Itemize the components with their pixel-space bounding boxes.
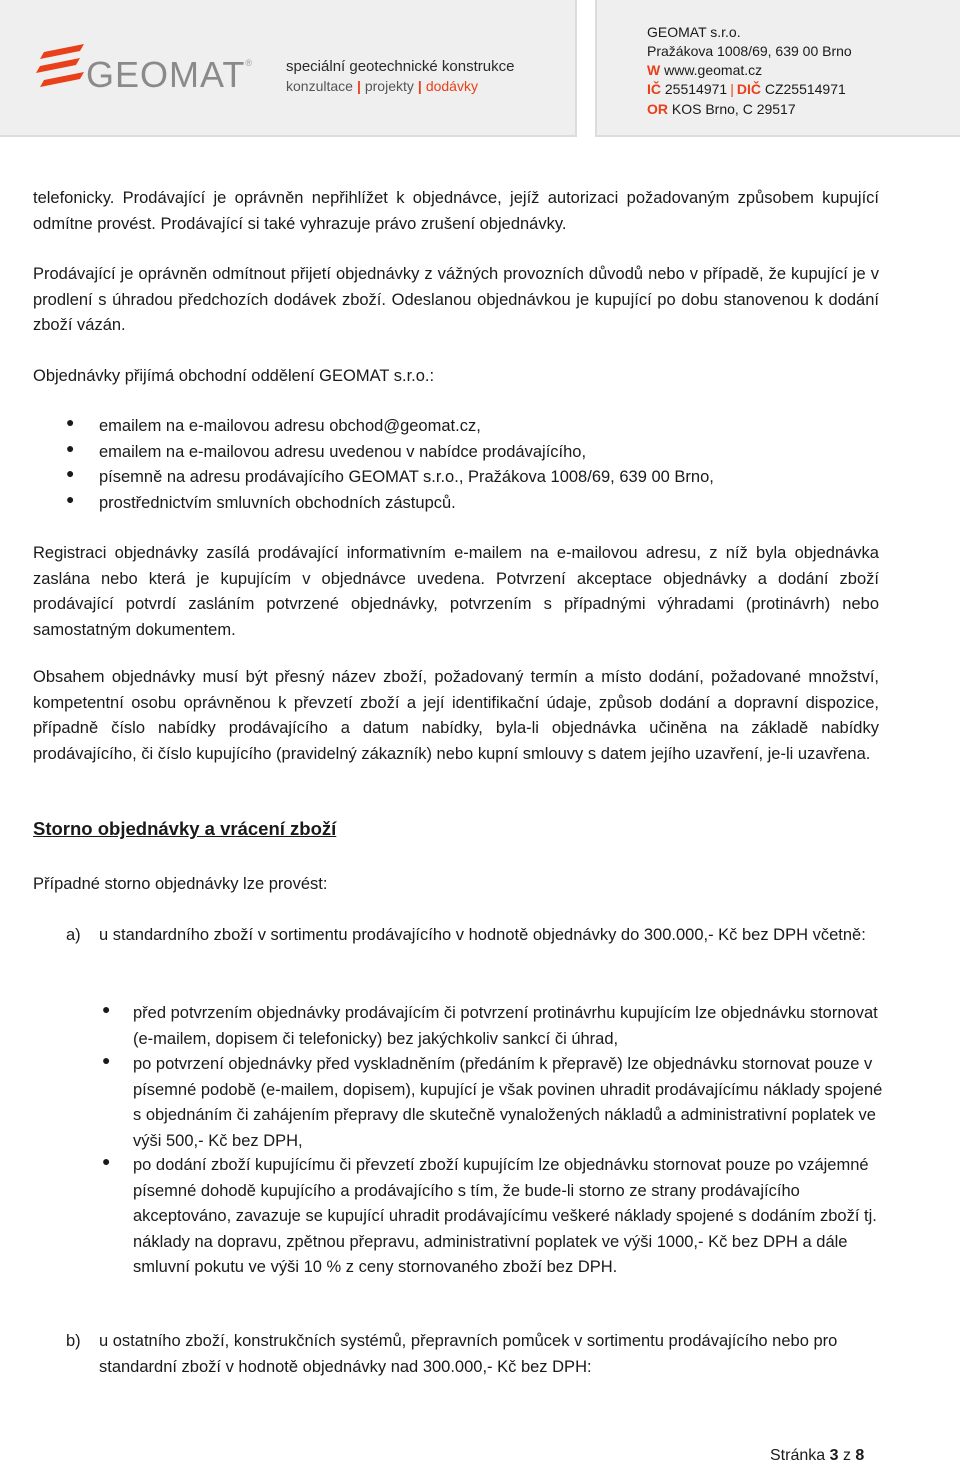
storno-bullet-item: po potvrzení objednávky před vyskladněním (předáním k přepravě) lze objednávku stornovat pouze v písemné podobě (e-mailem, dopisem), kupující je však povinen uhradit prodávajícímu náklady spojené s objednáním či zahájením přepravy dle skutečně vynaložených nákladů a administrativní poplatek ve výši 500,- Kč bez DPH, (133, 1055, 883, 1150)
list-item-b: u ostatního zboží, konstrukčních systémů, přepravních pomůcek v sortimentu prodávajícího nebo pro standardní zboží v hodnotě objednávky nad 300.000,- Kč bez DPH: (99, 1332, 838, 1376)
list-marker-a: a) (66, 926, 81, 944)
list-marker-b: b) (66, 1332, 81, 1350)
paragraph-1: telefonicky. Prodávající je oprávněn nepřihlížet k objednávce, jejíž autorizaci požadovaným způsobem kupující odmítne provést. Prodávající si také vyhrazuje právo zrušení objednávky. (33, 189, 879, 233)
list-item-a: u standardního zboží v sortimentu prodávajícího v hodnotě objednávky do 300.000,- Kč bez DPH včetně: (99, 926, 866, 944)
paragraph-5: Obsahem objednávky musí být přesný název zboží, požadovaný termín a místo dodání, požadované množství, kompetentní osobu oprávněnou k převzetí zboží a její identifikační údaje, způsob dodání a dopravní dispozice, případně číslo nabídky prodávajícího a datum nabídky, byla-li objednávka učiněna na základě nabídky prodávajícího, či číslo kupujícího (pravidelný zákazník) nebo kupní smlouvy s datem jejího uzavření, je-li uzavřena. (33, 668, 879, 763)
bullet-icon: ● (102, 1052, 111, 1068)
company-info (595, 0, 960, 137)
paragraph-3: Objednávky přijímá obchodní oddělení GEOMAT s.r.o.: (33, 367, 435, 385)
header-banner (0, 0, 577, 137)
paragraph-4: Registraci objednávky zasílá prodávající informativním e-mailem na e-mailovou adresu, z níž byla objednávka zaslána nebo která je kupujícím v objednávce uvedena. Potvrzení akceptace objednávky a dodání zboží prodávající potvrdí zasláním potvrzené objednávky, potvrzením s případnými výhradami (protinávrh) nebo samostatným dokumentem. (33, 544, 879, 639)
tagline-main: speciální geotechnické konstrukce (286, 58, 515, 75)
bullet-icon: ● (66, 440, 75, 456)
order-channel-item: emailem na e-mailovou adresu uvedenou v nabídce prodávajícího, (99, 443, 587, 461)
company-name: GEOMAT s.r.o. (647, 24, 741, 40)
order-channel-item: emailem na e-mailovou adresu obchod@geomat.cz, (99, 417, 481, 435)
section-heading: Storno objednávky a vrácení zboží (33, 818, 337, 839)
web-link[interactable]: www.geomat.cz (664, 62, 763, 78)
order-channel-item: prostřednictvím smluvních obchodních zástupců. (99, 494, 456, 512)
tagline-services: konzultace | projekty | dodávky (286, 78, 478, 94)
bullet-icon: ● (102, 1153, 111, 1169)
geomat-logo-icon (36, 42, 88, 92)
bullet-icon: ● (66, 414, 75, 430)
order-channel-item: písemně na adresu prodávajícího GEOMAT s.r.o., Pražákova 1008/69, 639 00 Brno, (99, 468, 714, 486)
storno-bullet-item: před potvrzením objednávky prodávajícím či potvrzení protinávrhu kupujícím lze objednávku stornovat (e-mailem, dopisem či telefonicky) bez jakýchkoliv sankcí či úhrad, (133, 1004, 878, 1048)
bullet-icon: ● (66, 465, 75, 481)
company-web: W www.geomat.cz (647, 62, 763, 78)
paragraph-2: Prodávající je oprávněn odmítnout přijetí objednávky z vážných provozních důvodů nebo v případě, že kupující je v prodlení s úhradou předchozích dodávek zboží. Odeslanou objednávkou je kupující po dobu stanovenou k dodání zboží vázán. (33, 265, 879, 334)
page-number: Stránka 3 z 8 (770, 1447, 865, 1464)
company-register: OR KOS Brno, C 29517 (647, 101, 796, 117)
bullet-icon: ● (66, 491, 75, 507)
company-address: Pražákova 1008/69, 639 00 Brno (647, 43, 852, 59)
storno-bullet-item: po dodání zboží kupujícímu či převzetí zboží kupujícím lze objednávku stornovat pouze po vzájemné písemné dohodě kupujícího a prodávajícího s tím, že bude-li storno ze strany prodávajícího akceptováno, zavazuje se kupující uhradit prodávajícímu veškeré náklady spojené s dodáním zboží tj. náklady na dopravu, zpětnou přepravu, administrativní poplatek ve výši 1000,- Kč bez DPH a dále smluvní pokutu ve výši 10 % z ceny stornovaného zboží bez DPH. (133, 1156, 877, 1276)
bullet-icon: ● (102, 1001, 111, 1017)
logo-wordmark: GEOMAT® (86, 54, 253, 95)
company-ids: IČ 25514971 | DIČ CZ25514971 (647, 81, 846, 97)
paragraph-6: Případné storno objednávky lze provést: (33, 875, 328, 893)
